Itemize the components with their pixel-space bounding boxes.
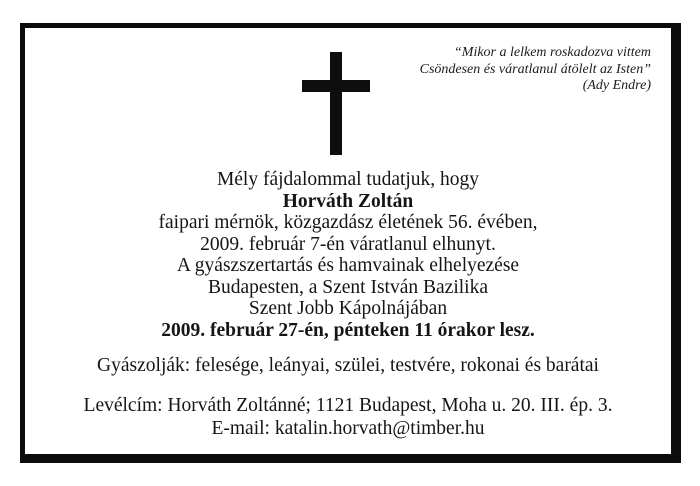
announcement-block bbox=[25, 169, 671, 341]
deceased-name: Horváth Zoltán bbox=[282, 190, 414, 212]
cross-vertical-bar bbox=[330, 52, 342, 155]
announcement-location-1: Budapesten, a Szent István Bazilika bbox=[208, 276, 488, 298]
announcement-death-date: 2009. február 7-én váratlanul elhunyt. bbox=[200, 233, 496, 255]
announcement-location-2: Szent Jobb Kápolnájában bbox=[248, 298, 448, 319]
contact-email: E-mail: katalin.horvath@timber.hu bbox=[211, 417, 485, 439]
announcement-ceremony: A gyászszertartás és hamvainak elhelyezése bbox=[176, 255, 520, 276]
cross-icon bbox=[302, 52, 370, 155]
announcement-profession: faipari mérnök, közgazdász életének 56. évében, bbox=[158, 212, 538, 233]
quote-line-1: “Mikor a lelkem roskadozva vittem bbox=[454, 45, 651, 60]
quote-attribution: (Ady Endre) bbox=[582, 78, 651, 93]
memorial-card bbox=[20, 23, 681, 463]
contact-block bbox=[25, 394, 671, 440]
contact-address: Levélcím: Horváth Zoltánné; 1121 Budapest, Moha u. 20. III. ép. 3. bbox=[83, 394, 613, 416]
announcement-intro: Mély fájdalommal tudatjuk, hogy bbox=[216, 169, 480, 190]
cross-horizontal-bar bbox=[302, 80, 370, 92]
ceremony-date: 2009. február 27-én, pénteken 11 órakor lesz. bbox=[161, 319, 535, 341]
mourners-line: Gyászolják: felesége, leányai, szülei, testvére, rokonai és barátai bbox=[97, 355, 599, 376]
quote-line-2: Csöndesen és váratlanul átölelt az Isten” bbox=[419, 61, 651, 77]
quote-block bbox=[420, 45, 651, 95]
